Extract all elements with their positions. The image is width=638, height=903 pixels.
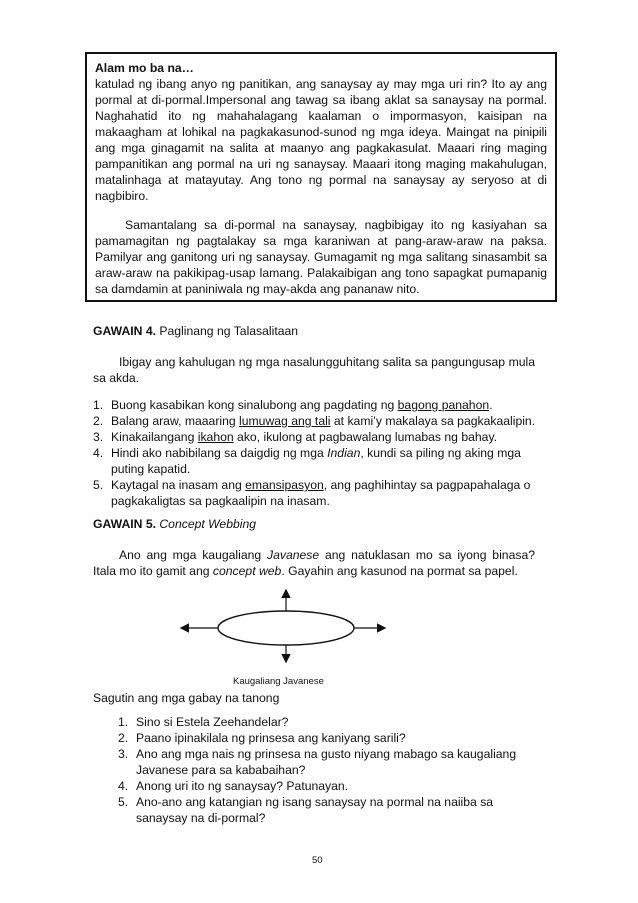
vocabulary-list: [93, 397, 543, 509]
guide-questions-title: Sagutin ang mga gabay na tanong: [93, 691, 280, 705]
item-text: Hindi ako nabibilang sa daigdig ng mga: [111, 446, 328, 460]
instruction-italic: concept web: [212, 564, 282, 578]
item-number: 1.: [93, 398, 104, 412]
instruction-text: . Gayahin ang kasunod na pormat sa papel.: [281, 564, 518, 578]
concept-web-oval: [218, 611, 354, 645]
list-item: [93, 397, 543, 413]
underlined-word: emansipasyon: [245, 478, 324, 492]
instruction-text: ang natuklasan mo sa iyong binasa? Itala mo ito gamit ang: [93, 548, 536, 578]
list-item: [118, 746, 538, 778]
concept-web-diagram: [170, 585, 400, 665]
info-box: [85, 52, 557, 302]
item-text: ako, ikulong at pagbawalang lumabas ng bahay.: [233, 430, 498, 444]
info-box-title: Alam mo ba na…: [95, 61, 194, 75]
list-item: [93, 413, 543, 429]
item-text: at kami’y makalaya sa pagkakaalipin.: [330, 414, 536, 428]
item-number: 2.: [118, 731, 129, 745]
item-number: 3.: [93, 430, 104, 444]
list-item: [118, 794, 538, 826]
gawain4-title: Paglinang ng Talasalitaan: [159, 324, 299, 338]
item-text: , kundi sa piling ng aking mga puting kapatid.: [111, 446, 521, 476]
gawain4-label: GAWAIN 4.: [93, 324, 156, 338]
instruction-text: Ano ang mga kaugaliang: [119, 548, 267, 562]
item-text: Kaytagal na inasam ang: [111, 478, 246, 492]
info-box-paragraph-2: Samantalang sa di-pormal na sanaysay, nagbibigay ito ng kasiyahan sa pamamagitan ng pagtalakay sa mga karaniwan at pang-araw-araw na paksa. Pamilyar ang ganitong uri ng sanaysay. Gumagamit ng mga salitang sinasambit sa araw-araw na pakikipag-usap lamang. Palakaibigan ang tono sapagkat pumapanig sa damdamin at paniniwala ng may-akda ang pananaw nito.: [95, 218, 547, 296]
item-number: 5.: [93, 478, 104, 492]
item-number: 4.: [93, 446, 104, 460]
list-item: [93, 477, 543, 509]
info-box-paragraph-1: katulad ng ibang anyo ng panitikan, ang sanaysay ay may mga uri rin? Ito ay ang pormal at di-pormal.Impersonal ang tawag sa ibang aklat sa sanaysay na pormal. Naghahatid ito ng mahahalagang kaalaman o impormasyon, kaisipan na makaagham at lohikal na pagkakasunod-sunod ng mga ideya. Maingat na pinipili ang mga ginagamit na salita at maanyo ang pagkakasulat. Maaari ring maging pampanitikan ang pormal na uri ng sanaysay. Maaari itong maging makahulugan, matalinhaga at matayutay. Ang tono ng pormal na sanaysay ay seryoso at di nagbibiro.: [95, 77, 547, 203]
list-item: [118, 778, 538, 794]
question-text: Ano-ano ang katangian ng isang sanaysay na pormal na naiiba sa sanaysay na di-pormal?: [136, 795, 494, 825]
item-text: Kinakailangang: [111, 430, 198, 444]
item-number: 4.: [118, 779, 129, 793]
gawain5-heading: [93, 516, 256, 532]
item-text: .: [489, 398, 493, 412]
italic-word: Indian: [327, 446, 361, 460]
list-item: [93, 445, 543, 477]
item-number: 2.: [93, 414, 104, 428]
item-number: 3.: [118, 747, 129, 761]
guide-questions-list: [118, 714, 538, 826]
underlined-word: ikahon: [197, 430, 234, 444]
gawain5-label: GAWAIN 5.: [93, 517, 156, 531]
concept-web-label: Kaugaliang Javanese: [233, 676, 324, 687]
list-item: [118, 730, 538, 746]
instruction-italic: Javanese: [266, 548, 320, 562]
item-text: Balang araw, maaaring: [111, 414, 240, 428]
underlined-word: lumuwag ang tali: [239, 414, 331, 428]
question-text: Paano ipinakilala ng prinsesa ang kaniyang sarili?: [136, 731, 406, 745]
question-text: Sino si Estela Zeehandelar?: [136, 715, 289, 729]
item-number: 5.: [118, 795, 129, 809]
gawain5-instruction: [93, 547, 535, 579]
underlined-word: bagong panahon: [397, 398, 490, 412]
page-number: 50: [312, 855, 323, 866]
list-item: [93, 429, 543, 445]
list-item: [118, 714, 538, 730]
gawain4-heading: [93, 323, 298, 339]
question-text: Ano ang mga nais ng prinsesa na gusto niyang mabago sa kaugaliang Javanese para sa kababaihan?: [136, 747, 517, 777]
item-number: 1.: [118, 715, 129, 729]
question-text: Anong uri ito ng sanaysay? Patunayan.: [136, 779, 349, 793]
item-text: Buong kasabikan kong sinalubong ang pagdating ng: [111, 398, 398, 412]
gawain5-title: Concept Webbing: [159, 517, 257, 531]
item-text: , ang paghihintay sa pagpapahalaga o pagkakaligtas sa pagkaalipin na inasam.: [111, 478, 531, 508]
gawain4-instruction: Ibigay ang kahulugan ng mga nasalungguhitang salita sa pangungusap mula sa akda.: [93, 355, 535, 385]
